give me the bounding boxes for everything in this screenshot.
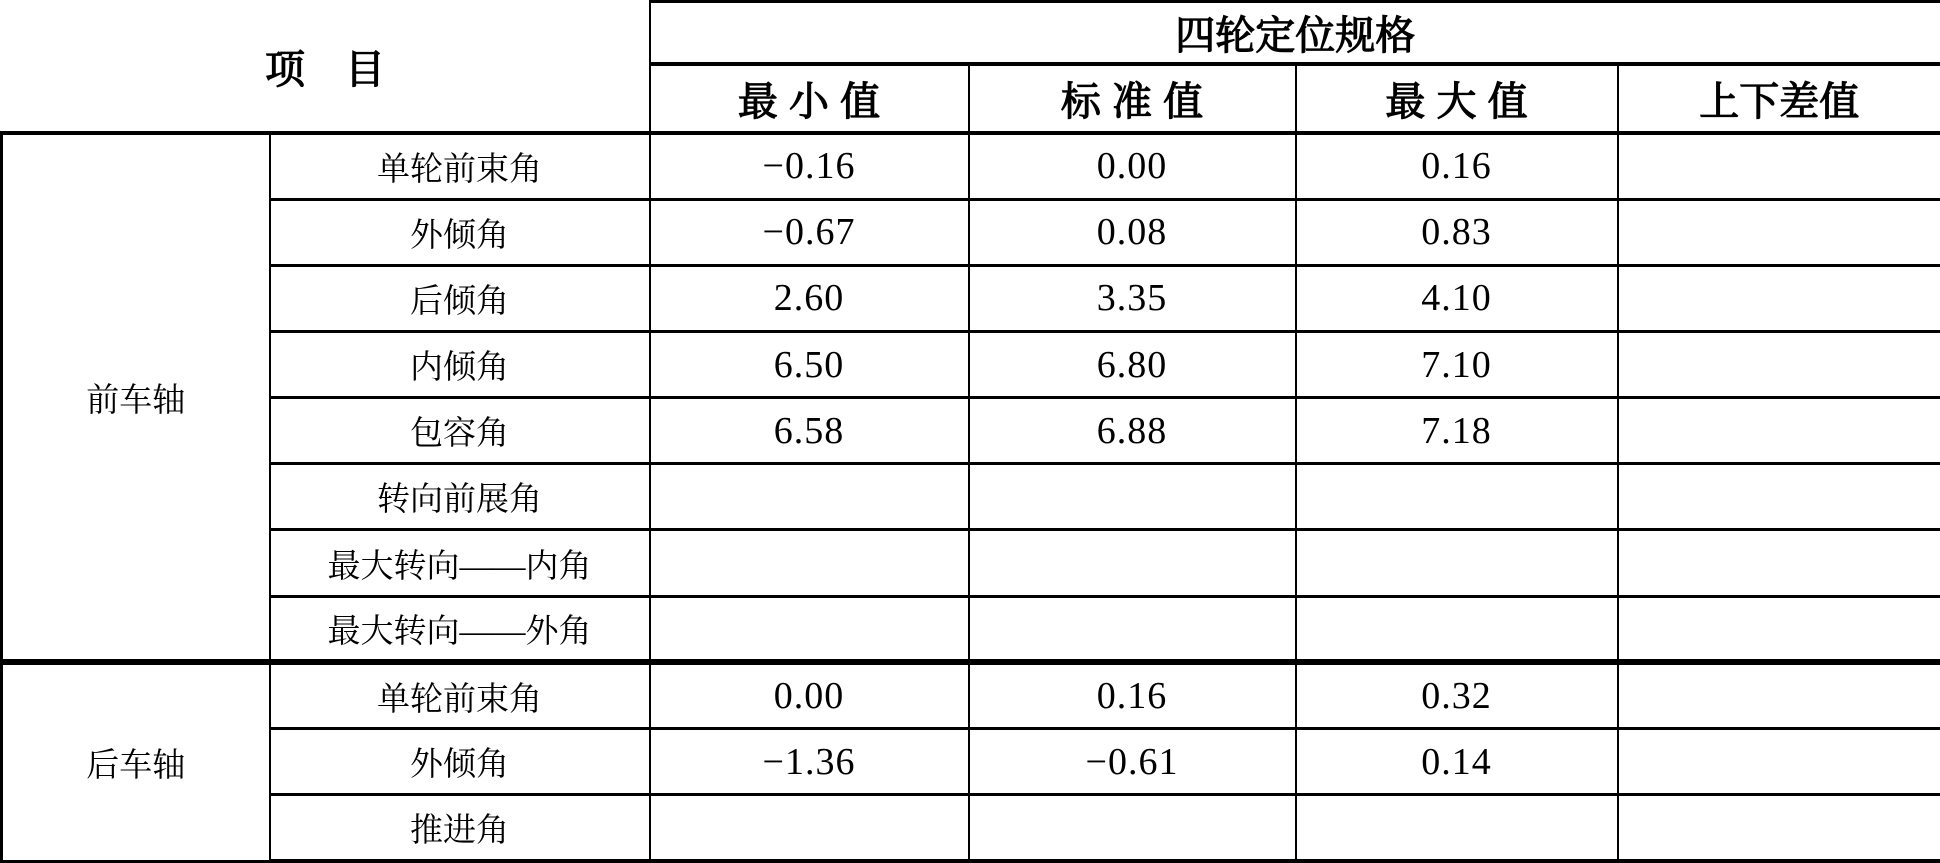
axle-label-front: 前车轴 [2, 133, 270, 663]
item-cell: 最大转向——内角 [270, 530, 650, 596]
item-cell: 单轮前束角 [270, 662, 650, 728]
value-cell-max: 0.16 [1296, 133, 1618, 199]
column-header-std: 标 准 值 [969, 64, 1296, 133]
item-cell: 转向前展角 [270, 464, 650, 530]
value-cell-std [969, 530, 1296, 596]
item-cell: 内倾角 [270, 331, 650, 397]
value-cell-std [969, 464, 1296, 530]
item-cell: 后倾角 [270, 265, 650, 331]
axle-label-rear: 后车轴 [2, 662, 270, 861]
table-row [2, 662, 1940, 728]
value-cell-diff [1618, 662, 1940, 728]
item-cell: 推进角 [270, 795, 650, 861]
table-row [2, 199, 1940, 265]
table-row [2, 795, 1940, 861]
value-cell-std: 3.35 [969, 265, 1296, 331]
value-cell-min [650, 464, 969, 530]
item-header-cell: 项 目 [2, 2, 650, 133]
value-cell-min [650, 530, 969, 596]
value-cell-max: 0.83 [1296, 199, 1618, 265]
table-row [2, 530, 1940, 596]
value-cell-std: 0.08 [969, 199, 1296, 265]
table-row [2, 729, 1940, 795]
table-row [2, 398, 1940, 464]
item-cell: 最大转向——外角 [270, 596, 650, 662]
item-cell: 包容角 [270, 398, 650, 464]
table-row [2, 133, 1940, 199]
value-cell-min: −0.67 [650, 199, 969, 265]
value-cell-max: 4.10 [1296, 265, 1618, 331]
value-cell-max [1296, 530, 1618, 596]
value-cell-max [1296, 596, 1618, 662]
value-cell-std: 6.88 [969, 398, 1296, 464]
value-cell-diff [1618, 795, 1940, 861]
value-cell-min: 6.58 [650, 398, 969, 464]
column-header-diff: 上下差值 [1618, 64, 1940, 133]
value-cell-diff [1618, 530, 1940, 596]
value-cell-std [969, 795, 1296, 861]
value-cell-max: 0.32 [1296, 662, 1618, 728]
spec-group-header-cell: 四轮定位规格 [650, 2, 1940, 64]
value-cell-max [1296, 795, 1618, 861]
value-cell-diff [1618, 398, 1940, 464]
value-cell-min: −1.36 [650, 729, 969, 795]
value-cell-std: 0.00 [969, 133, 1296, 199]
value-cell-diff [1618, 729, 1940, 795]
value-cell-min: 6.50 [650, 331, 969, 397]
value-cell-max: 7.10 [1296, 331, 1618, 397]
value-cell-std: −0.61 [969, 729, 1296, 795]
value-cell-std [969, 596, 1296, 662]
value-cell-min: 2.60 [650, 265, 969, 331]
value-cell-max: 7.18 [1296, 398, 1618, 464]
value-cell-max [1296, 464, 1618, 530]
value-cell-max: 0.14 [1296, 729, 1618, 795]
value-cell-diff [1618, 199, 1940, 265]
value-cell-diff [1618, 133, 1940, 199]
table-row [2, 596, 1940, 662]
table-row [2, 265, 1940, 331]
value-cell-min [650, 596, 969, 662]
value-cell-diff [1618, 265, 1940, 331]
column-header-min: 最 小 值 [650, 64, 969, 133]
table-row [2, 331, 1940, 397]
value-cell-std: 0.16 [969, 662, 1296, 728]
item-cell: 外倾角 [270, 199, 650, 265]
column-header-max: 最 大 值 [1296, 64, 1618, 133]
value-cell-std: 6.80 [969, 331, 1296, 397]
value-cell-diff [1618, 464, 1940, 530]
value-cell-diff [1618, 331, 1940, 397]
value-cell-diff [1618, 596, 1940, 662]
item-cell: 外倾角 [270, 729, 650, 795]
table-row [2, 464, 1940, 530]
value-cell-min [650, 795, 969, 861]
value-cell-min: −0.16 [650, 133, 969, 199]
item-cell: 单轮前束角 [270, 133, 650, 199]
value-cell-min: 0.00 [650, 662, 969, 728]
